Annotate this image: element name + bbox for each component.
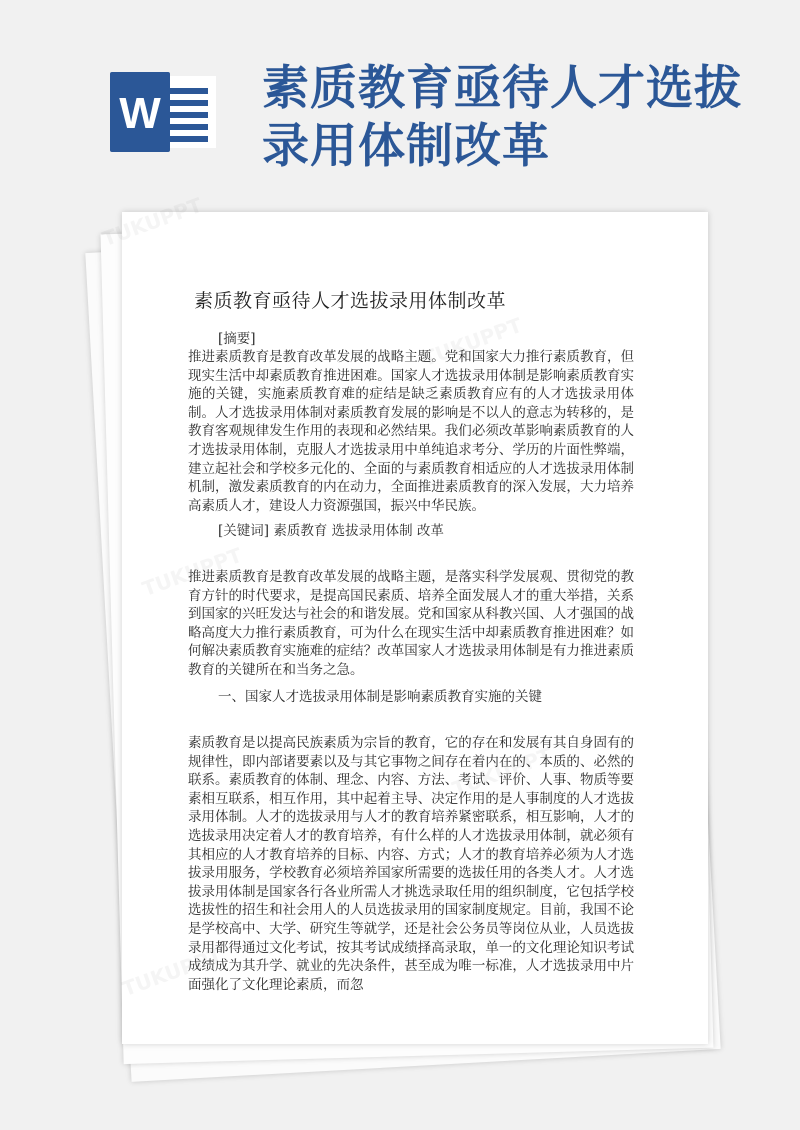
paragraph-body: 素质教育是以提高民族素质为宗旨的教育，它的存在和发展有其自身固有的规律性，即内部诸要素以及与其它事物之间存在着内在的、本质的、必然的联系。素质教育的体制、理念、内容、方法、考试、评价、人事、物质等要素相互联系，相互作用，其中起着主导、决定作用的是人事制度的人才选拔录用体制。人才的选拔录用与人才的教育培养紧密联系，相互影响，人才的选拔录用决定着人才的教育培养，有什么样的人才选拔录用体制，就必须有其相应的人才教育培养的目标、内容、方式；人才的教育培养必须为人才选拔录用服务，学校教育必须培养国家所需要的选拔任用的各类人才。人才选拔录用体制是国家各行各业所需人才挑选录取任用的组织制度，它包括学校选拔性的招生和社会用人的人员选拔录用的国家制度规定。目前，我国不论是学校高中、大学、研究生等就学，还是社会公务员等岗位从业，人员选拔录用都得通过文化考试，按其考试成绩择高录取，单一的文化理论知识考试成绩成为其升学、就业的先决条件，甚至成为唯一标准，人才选拔录用中片面强化了文化理论素质，而忽 bbox=[188, 735, 634, 993]
abstract-label: [摘要] bbox=[218, 331, 256, 347]
paragraph-intro: 推进素质教育是教育改革发展的战略主题，是落实科学发展观、贯彻党的教育方针的时代要求，是提高国民素质、培养全面发展人才的重大举措，关系到国家的兴旺发达与社会的和谐发展。党和国家从科教兴国、人才强国的战略高度大力推行素质教育，可为什么在现实生活中却素质教育推进困难？如何解决素质教育实施难的症结？改革国家人才选拔录用体制是有力推进素质教育的关键所在和当务之急。 bbox=[188, 569, 634, 678]
document-page bbox=[122, 212, 708, 1044]
word-logo-letter: W bbox=[119, 89, 161, 138]
page-title bbox=[262, 60, 782, 176]
word-document-icon bbox=[106, 68, 218, 156]
page-title-line1: 素质教育亟待人才选拔 bbox=[262, 61, 742, 116]
keywords-line: [关键词] 素质教育 选拔录用体制 改革 bbox=[218, 523, 444, 539]
abstract-text: 推进素质教育是教育改革发展的战略主题。党和国家大力推行素质教育，但现实生活中却素质教育推进困难。国家人才选拔录用体制是影响素质教育实施的关键，实施素质教育难的症结是缺乏素质教育应有的人才选拔录用体制。人才选拔录用体制对素质教育发展的影响是不以人的意志为转移的，是教育客观规律发生作用的表现和必然结果。我们必须改革影响素质教育的人才选拔录用体制，克服人才选拔录用中单纯追求考分、学历的片面性弊端，建立起社会和学校多元化的、全面的与素质教育相适应的人才选拔录用体制机制，激发素质教育的内在动力，全面推进素质教育的深入发展，大力培养高素质人才，建设人力资源强国，振兴中华民族。 bbox=[188, 349, 634, 514]
section-heading: 一、国家人才选拔录用体制是影响素质教育实施的关键 bbox=[218, 689, 542, 705]
document-title: 素质教育亟待人才选拔录用体制改革 bbox=[194, 290, 507, 312]
page-title-line2: 录用体制改革 bbox=[262, 119, 550, 174]
